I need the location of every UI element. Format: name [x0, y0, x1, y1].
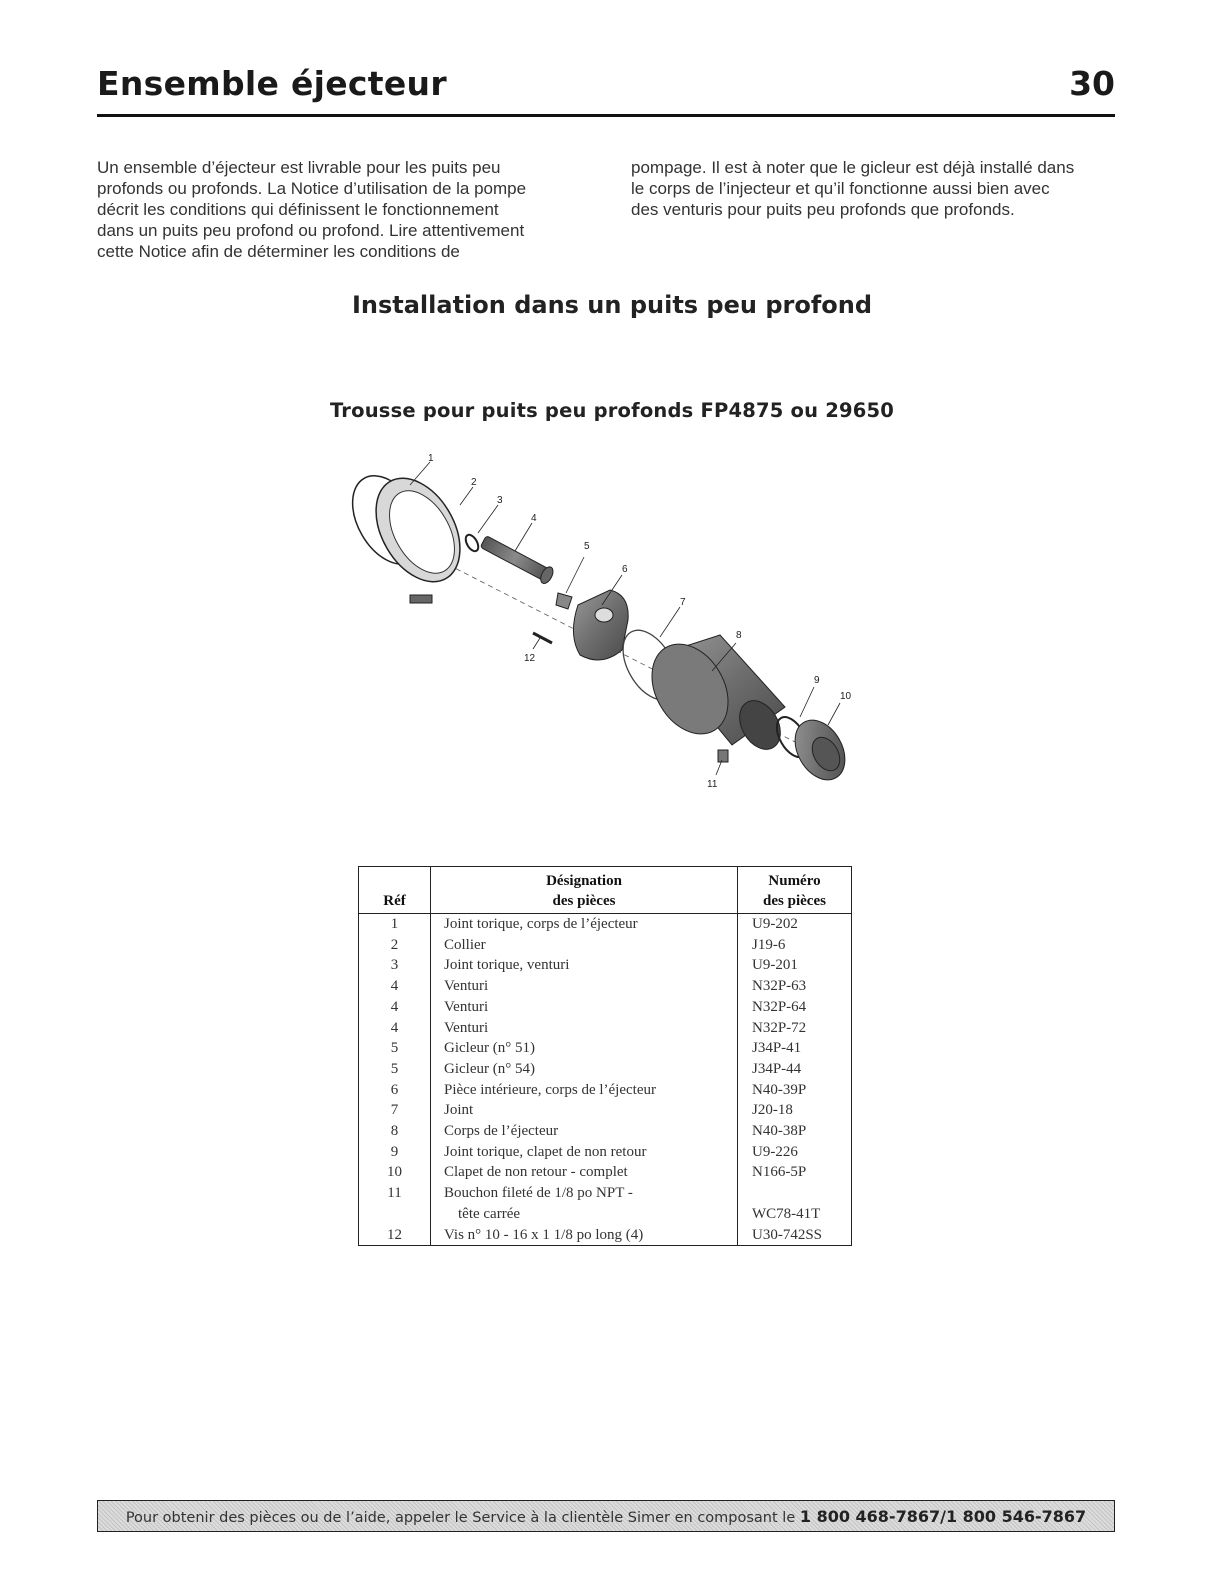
cell-ref: 4 [359, 997, 431, 1018]
table-row [359, 914, 852, 935]
part-number-text: N40-38P [752, 1123, 807, 1140]
part-number-text: U9-201 [752, 957, 798, 974]
page-header [97, 62, 1115, 117]
part-6-inner-piece [573, 590, 628, 660]
cell-part-number [738, 1183, 852, 1224]
cell-part-number [738, 955, 852, 976]
cell-ref: 4 [359, 976, 431, 997]
table-row [359, 997, 852, 1018]
cell-designation [431, 1162, 738, 1183]
callout-1: 1 [428, 453, 434, 464]
part-number-text: J20-18 [752, 1102, 793, 1119]
callout-11: 11 [707, 779, 718, 790]
col-header-designation [431, 867, 738, 914]
table-row [359, 1142, 852, 1163]
parts-table [358, 866, 852, 1246]
part-number-text: U30-742SS [752, 1226, 823, 1243]
table-row [359, 1059, 852, 1080]
callout-2: 2 [471, 477, 477, 488]
cell-ref: 6 [359, 1080, 431, 1101]
cell-part-number [738, 935, 852, 956]
cell-designation [431, 1183, 738, 1224]
col-header-designation-line1: Désignation [546, 873, 622, 889]
designation-text: Collier [444, 936, 486, 953]
section-title: Installation dans un puits peu profond [351, 291, 873, 319]
exploded-parts-diagram [340, 445, 880, 805]
callout-10: 10 [840, 691, 852, 702]
callout-6: 6 [622, 564, 628, 575]
col-header-number-line2: des pièces [763, 893, 826, 909]
cell-designation [431, 997, 738, 1018]
cell-designation [431, 935, 738, 956]
designation-text: Venturi [444, 998, 489, 1015]
table-row [359, 1038, 852, 1059]
cell-ref: 7 [359, 1100, 431, 1121]
intro-right-column [631, 157, 1121, 220]
cell-ref: 9 [359, 1142, 431, 1163]
table-row [359, 1225, 852, 1246]
cell-ref: 11 [359, 1183, 431, 1224]
cell-designation [431, 1018, 738, 1039]
cell-part-number [738, 1225, 852, 1246]
designation-text: Joint torique, clapet de non retour [444, 1143, 647, 1160]
table-row [359, 1183, 852, 1224]
cell-designation [431, 1142, 738, 1163]
table-row [359, 1018, 852, 1039]
part-number-text: N32P-72 [752, 1019, 807, 1036]
intro-line: le corps de l’injecteur et qu’il fonctionne aussi bien avec [631, 179, 1050, 198]
cell-designation [431, 1225, 738, 1246]
footer-text: Pour obtenir des pièces ou de l’aide, appeler le Service à la clientèle Simer en composant le [125, 1510, 796, 1526]
callout-9: 9 [814, 675, 820, 686]
part-number-text: N40-39P [752, 1081, 807, 1098]
cell-part-number [738, 976, 852, 997]
table-row [359, 1121, 852, 1142]
table-row [359, 955, 852, 976]
part-number-text: N32P-63 [752, 978, 807, 995]
designation-text: Vis n° 10 - 16 x 1 1/8 po long (4) [444, 1226, 644, 1243]
intro-line: cette Notice afin de déterminer les conditions de [97, 242, 460, 261]
cell-ref: 10 [359, 1162, 431, 1183]
part-number-text: U9-226 [752, 1143, 798, 1160]
page-number: 30 [1069, 64, 1115, 103]
callout-7: 7 [680, 597, 686, 608]
cell-ref: 5 [359, 1059, 431, 1080]
cell-part-number [738, 997, 852, 1018]
part-3-oring [463, 533, 481, 554]
cell-part-number [738, 1018, 852, 1039]
callout-8: 8 [736, 630, 742, 641]
cell-ref: 4 [359, 1018, 431, 1039]
cell-designation [431, 1100, 738, 1121]
designation-text: Gicleur (n° 51) [444, 1040, 535, 1057]
table-header-row [359, 867, 852, 914]
cell-designation [431, 1038, 738, 1059]
cell-part-number [738, 1038, 852, 1059]
table-row [359, 1100, 852, 1121]
cell-part-number [738, 914, 852, 935]
designation-text: Corps de l’éjecteur [444, 1123, 559, 1140]
part-8-ejector-body [637, 630, 789, 756]
footer-phone-numbers: 1 800 468-7867/1 800 546-7867 [799, 1507, 1087, 1526]
intro-line: décrit les conditions qui définissent le fonctionnement [97, 200, 499, 219]
cell-ref: 12 [359, 1225, 431, 1246]
part-number-text: J34P-41 [752, 1040, 802, 1057]
col-header-number [738, 867, 852, 914]
part-5-nozzle [556, 593, 572, 609]
cell-ref: 3 [359, 955, 431, 976]
designation-text: Joint [444, 1102, 474, 1119]
part-number-text: J34P-44 [752, 1060, 802, 1077]
intro-line: des venturis pour puits peu profonds que profonds. [631, 200, 1015, 219]
cell-part-number [738, 1142, 852, 1163]
callout-3: 3 [497, 495, 503, 506]
part-number-text: WC78-41T [752, 1205, 821, 1222]
part-number-text: N32P-64 [752, 998, 807, 1015]
designation-continuation: tête carrée [458, 1205, 521, 1222]
col-header-ref: Réf [359, 867, 431, 914]
part-12-screw [533, 633, 552, 643]
table-row [359, 976, 852, 997]
cell-part-number [738, 1100, 852, 1121]
cell-part-number [738, 1162, 852, 1183]
intro-line: profonds ou profonds. La Notice d’utilisation de la pompe [97, 179, 527, 198]
designation-text: Gicleur (n° 54) [444, 1060, 535, 1077]
cell-part-number [738, 1059, 852, 1080]
designation-text: Venturi [444, 978, 489, 995]
part-11-plug [718, 750, 728, 762]
designation-text: Clapet de non retour - complet [444, 1164, 628, 1181]
designation-text: Joint torique, corps de l’éjecteur [444, 916, 638, 932]
intro-line: dans un puits peu profond ou profond. Lire attentivement [97, 221, 525, 240]
table-row [359, 935, 852, 956]
support-footer-banner [97, 1500, 1115, 1532]
designation-text: Venturi [444, 1019, 489, 1036]
cell-ref: 1 [359, 914, 431, 935]
cell-designation [431, 955, 738, 976]
col-header-number-line1: Numéro [768, 873, 821, 889]
cell-designation [431, 1059, 738, 1080]
intro-left-column [97, 157, 597, 262]
part-number-text: N166-5P [752, 1164, 807, 1181]
cell-designation [431, 1080, 738, 1101]
callout-12: 12 [524, 653, 536, 664]
callout-4: 4 [531, 513, 537, 524]
col-header-designation-line2: des pièces [552, 893, 616, 909]
cell-ref: 8 [359, 1121, 431, 1142]
kit-title: Trousse pour puits peu profonds FP4875 ou 29650 [329, 399, 895, 422]
part-4-venturi [479, 533, 555, 585]
cell-ref: 2 [359, 935, 431, 956]
part-number-text: J19-6 [752, 936, 786, 953]
part-number-text: U9-202 [752, 916, 798, 932]
table-row [359, 1162, 852, 1183]
table-row [359, 1080, 852, 1101]
cell-part-number [738, 1080, 852, 1101]
cell-designation [431, 914, 738, 935]
designation-text: Bouchon fileté de 1/8 po NPT - [444, 1185, 633, 1202]
ejector-assembly-illustration [340, 445, 880, 805]
designation-text: Pièce intérieure, corps de l’éjecteur [444, 1081, 656, 1098]
cell-designation [431, 976, 738, 997]
cell-part-number [738, 1121, 852, 1142]
page-title: Ensemble éjecteur [97, 64, 447, 103]
cell-designation [431, 1121, 738, 1142]
intro-line: Un ensemble d’éjecteur est livrable pour les puits peu [97, 158, 501, 177]
callout-5: 5 [584, 541, 590, 552]
cell-ref: 5 [359, 1038, 431, 1059]
designation-text: Joint torique, venturi [444, 957, 570, 974]
intro-line: pompage. Il est à noter que le gicleur est déjà installé dans [631, 158, 1075, 177]
